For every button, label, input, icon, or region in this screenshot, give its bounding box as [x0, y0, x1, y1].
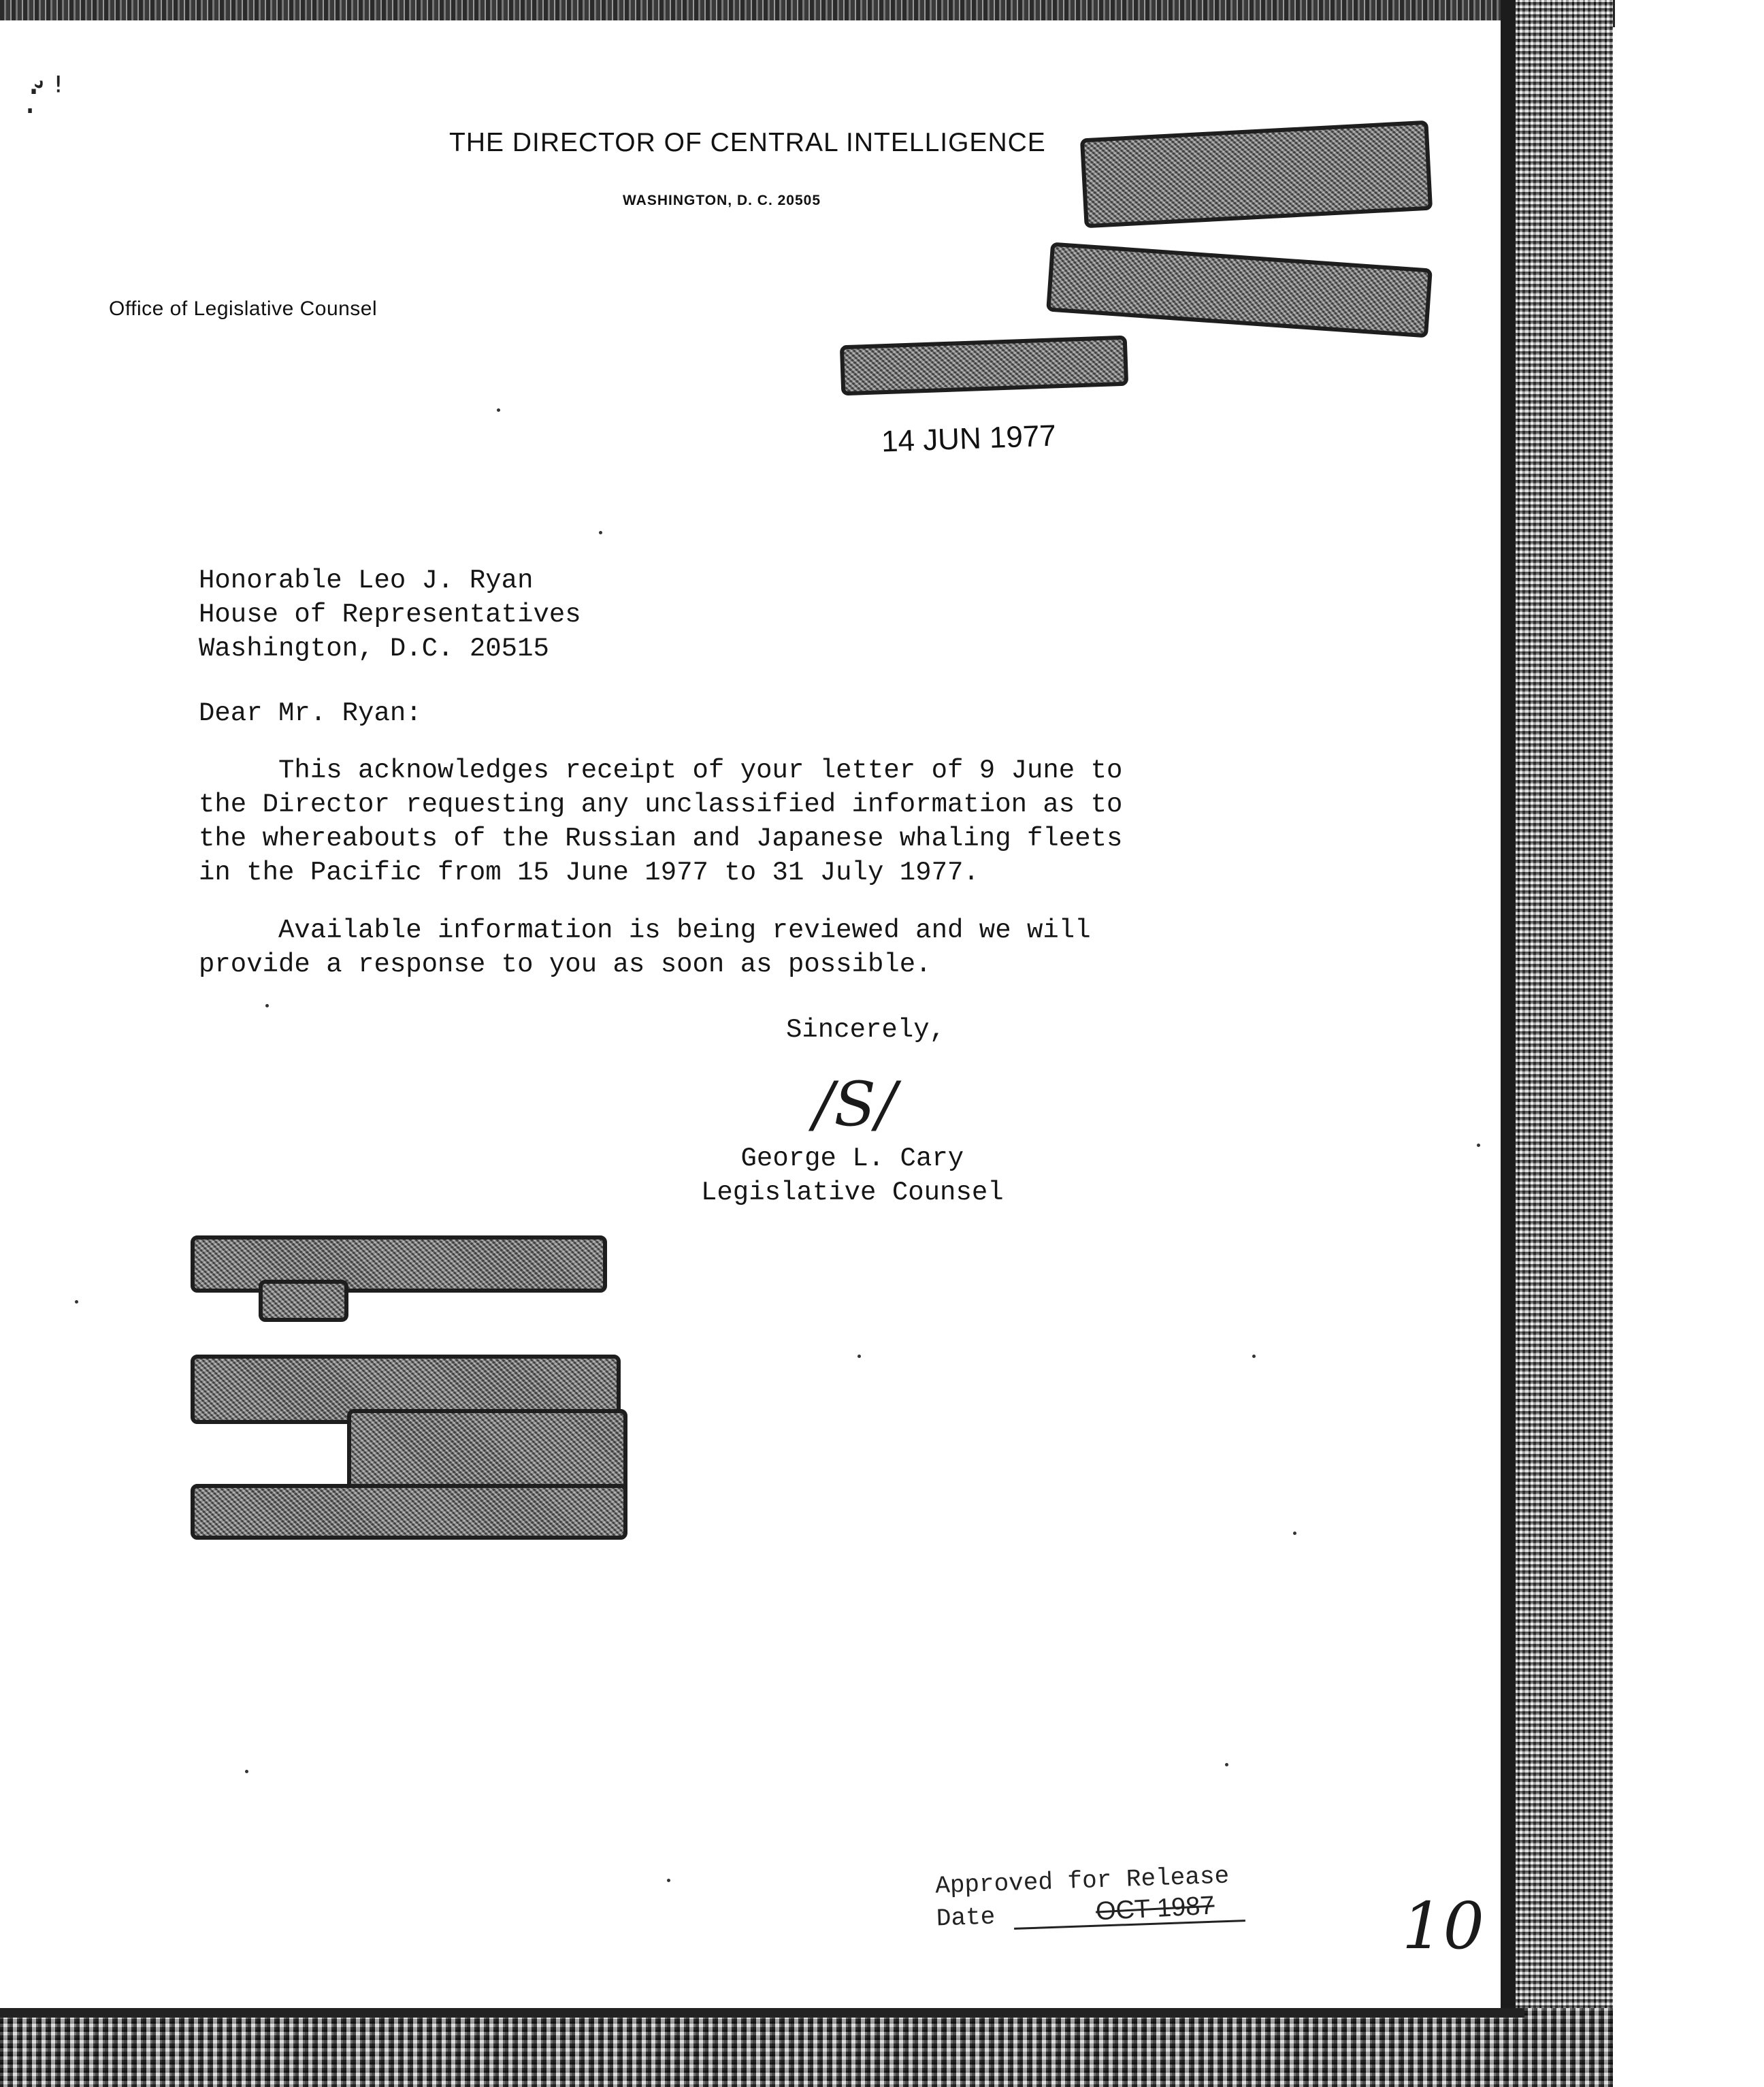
letterhead-title: THE DIRECTOR OF CENTRAL INTELLIGENCE — [449, 128, 1046, 157]
body-line: Available information is being reviewed and we will — [199, 916, 1091, 945]
redaction-block — [1080, 120, 1433, 229]
scan-speck — [1477, 1144, 1480, 1147]
scan-speck — [599, 531, 602, 534]
scan-border-right — [1501, 0, 1613, 2087]
signature-block — [701, 1142, 1004, 1210]
office-name: Office of Legislative Counsel — [109, 297, 378, 320]
body-paragraph-1 — [199, 754, 1122, 890]
scan-speck — [667, 1879, 670, 1882]
redaction-block — [259, 1280, 348, 1322]
signer-title: Legislative Counsel — [701, 1178, 1004, 1208]
date-stamp: 14 JUN 1977 — [881, 419, 1057, 459]
scan-speck — [858, 1355, 861, 1358]
recipient-line: House of Representatives — [199, 600, 581, 630]
redaction-block — [191, 1235, 607, 1293]
salutation: Dear Mr. Ryan: — [199, 698, 422, 728]
scan-speck — [1293, 1532, 1296, 1535]
margin-tick — [1613, 0, 1615, 27]
letterhead-address: WASHINGTON, D. C. 20505 — [623, 193, 821, 208]
body-line: This acknowledges receipt of your letter of 9 June to — [199, 756, 1123, 786]
scan-speck — [75, 1300, 78, 1304]
body-line: provide a response to you as soon as possible. — [199, 950, 932, 980]
release-stamp-date-label: Date — [936, 1903, 996, 1933]
redaction-block — [1046, 242, 1433, 338]
release-date: OCT 1987 — [1094, 1891, 1215, 1926]
signature-mark: /S/ — [813, 1069, 897, 1140]
recipient-address — [199, 564, 581, 666]
body-line: the whereabouts of the Russian and Japanese whaling fleets — [199, 824, 1123, 854]
redaction-block — [840, 336, 1128, 396]
scan-edge-right — [1501, 0, 1516, 2008]
body-line: in the Pacific from 15 June 1977 to 31 July 1977. — [199, 858, 979, 888]
scan-speck — [1225, 1763, 1228, 1766]
scan-border-top — [0, 0, 1531, 20]
release-stamp-line1: Approved for Release — [934, 1862, 1230, 1900]
scan-edge-bottom — [0, 2008, 1524, 2018]
redaction-block — [191, 1484, 627, 1540]
body-paragraph-2 — [199, 913, 1091, 982]
closing: Sincerely, — [786, 1015, 946, 1045]
handwritten-page-number: 10 — [1402, 1889, 1484, 1964]
scan-speck — [265, 1004, 269, 1007]
scan-speck — [1252, 1355, 1256, 1358]
recipient-line: Honorable Leo J. Ryan — [199, 566, 534, 596]
signer-name: George L. Cary — [740, 1144, 964, 1174]
scan-border-bottom — [0, 2008, 1613, 2087]
handwritten-mark: ·̛̣ ꜝ — [27, 68, 64, 116]
recipient-line: Washington, D.C. 20515 — [199, 634, 549, 664]
scan-speck — [245, 1770, 248, 1773]
scan-speck — [497, 408, 500, 412]
body-line: the Director requesting any unclassified information as to — [199, 790, 1123, 820]
